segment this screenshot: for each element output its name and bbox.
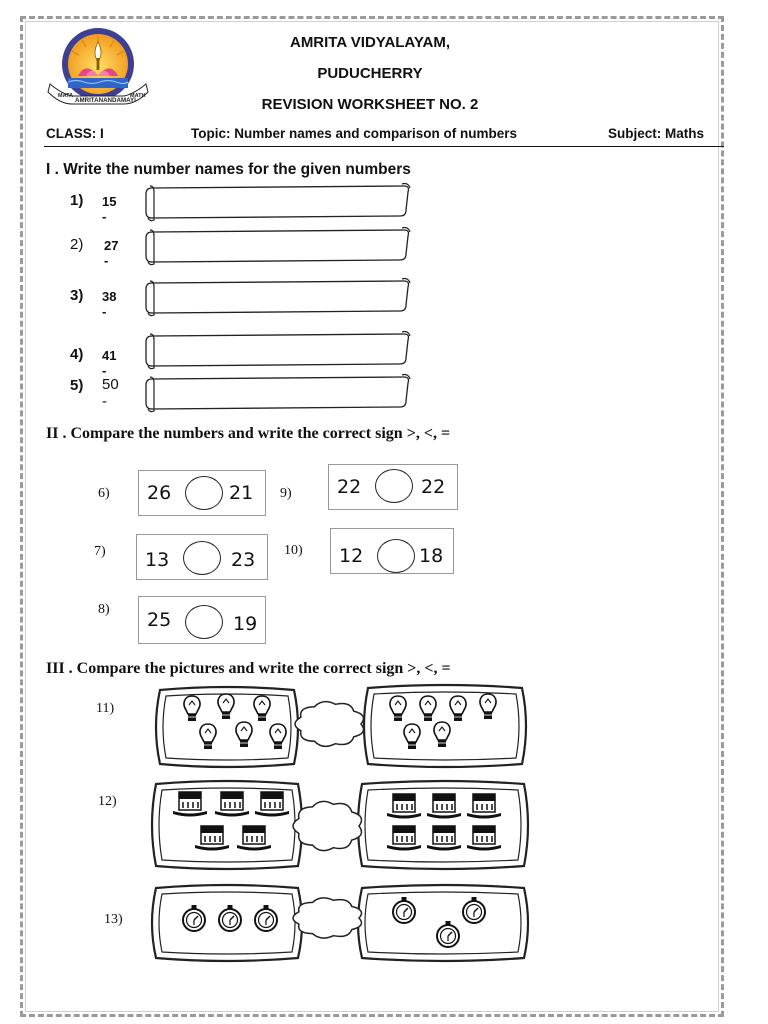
stopwatch-icon (219, 905, 241, 931)
lightbulb-icon (404, 724, 420, 749)
compare-right-number: 21 (229, 482, 254, 504)
picture-compare-12 (146, 776, 534, 874)
compare-left-number: 25 (147, 609, 172, 631)
top-hat-icon (467, 794, 501, 819)
lightbulb-icon (480, 694, 496, 719)
answer-circle[interactable] (375, 469, 413, 503)
picture-compare-11 (150, 680, 530, 772)
top-hat-icon (255, 792, 289, 817)
question-number: 4) (70, 346, 84, 363)
compare-left-number: 22 (337, 476, 362, 498)
section2-title: II . Compare the numbers and write the correct sign >, <, = (46, 425, 451, 442)
lightbulb-icon (218, 694, 234, 719)
question-value: 15 - (102, 194, 117, 224)
answer-circle[interactable] (377, 539, 415, 573)
answer-scroll[interactable] (144, 330, 412, 370)
picture-compare-13 (146, 880, 534, 966)
question-value: 38 - (102, 289, 117, 319)
question-number: 2) (70, 236, 84, 253)
header-divider (44, 146, 724, 147)
compare-label: 10) (284, 543, 303, 558)
lightbulb-icon (270, 724, 286, 749)
school-city: PUDUCHERRY (317, 65, 423, 82)
stopwatch-icon (437, 921, 459, 947)
answer-scroll[interactable] (144, 373, 412, 413)
compare-label: 7) (94, 544, 106, 559)
question-number: 1) (70, 192, 84, 209)
answer-scroll[interactable] (144, 277, 412, 317)
section1-title: I . Write the number names for the given numbers (46, 161, 411, 178)
top-hat-icon (195, 826, 229, 851)
compare-right-number: 22 (421, 476, 446, 498)
logo-center-text: AMRITANANDAMAYI (75, 97, 136, 104)
compare-label: 9) (280, 486, 292, 501)
top-hat-icon (427, 826, 461, 851)
question-number: 5) (70, 377, 84, 394)
lightbulb-icon (254, 696, 270, 721)
compare-left-number: 26 (147, 482, 172, 504)
answer-circle[interactable] (185, 476, 223, 510)
top-hat-icon (173, 792, 207, 817)
answer-cloud[interactable] (293, 801, 362, 850)
compare-label: 6) (98, 486, 110, 501)
lightbulb-icon (236, 722, 252, 747)
compare-box-9 (328, 464, 458, 510)
answer-circle[interactable] (183, 541, 221, 575)
compare-left-number: 12 (339, 545, 364, 567)
top-hat-icon (467, 826, 501, 851)
right-picture-panel (358, 885, 528, 961)
school-logo (42, 24, 154, 110)
subject-label: Subject: Maths (608, 126, 705, 141)
top-hat-icon (237, 826, 271, 851)
top-hat-icon (387, 826, 421, 851)
top-hat-icon (427, 794, 461, 819)
compare-right-number: 19 (233, 613, 258, 635)
question-value: 27 - (104, 238, 119, 268)
lightbulb-icon (420, 696, 436, 721)
compare-label: 8) (98, 602, 110, 617)
logo-left-text: MATA (58, 93, 74, 99)
school-name: AMRITA VIDYALAYAM, (289, 34, 451, 51)
top-hat-icon (215, 792, 249, 817)
compare-box-8 (138, 596, 266, 644)
stopwatch-icon (255, 905, 277, 931)
worksheet-title: REVISION WORKSHEET NO. 2 (261, 96, 479, 113)
stopwatch-icon (463, 897, 485, 923)
picture-question-label: 12) (98, 794, 117, 809)
lightbulb-icon (434, 722, 450, 747)
logo-right-text: MATH (130, 93, 146, 99)
stopwatch-icon (183, 905, 205, 931)
answer-cloud[interactable] (295, 702, 364, 747)
compare-box-10 (330, 528, 454, 574)
section3-title: III . Compare the pictures and write the correct sign >, <, = (46, 660, 451, 677)
top-hat-icon (387, 794, 421, 819)
question-value: 41 - (102, 348, 117, 378)
answer-cloud[interactable] (293, 898, 362, 938)
compare-right-number: 23 (231, 549, 256, 571)
answer-scroll[interactable] (144, 182, 412, 222)
stopwatch-icon (393, 897, 415, 923)
compare-left-number: 13 (145, 549, 170, 571)
lightbulb-icon (390, 696, 406, 721)
compare-box-7 (136, 534, 268, 580)
topic-label: Topic: Number names and comparison of numbers (191, 126, 518, 141)
answer-scroll[interactable] (144, 226, 412, 266)
lightbulb-icon (184, 696, 200, 721)
picture-question-label: 11) (96, 701, 115, 716)
answer-circle[interactable] (185, 605, 223, 639)
compare-box-6 (138, 470, 266, 516)
picture-question-label: 13) (104, 912, 123, 927)
lightbulb-icon (200, 724, 216, 749)
class-label: CLASS: I (46, 126, 104, 141)
question-number: 3) (70, 287, 84, 304)
lightbulb-icon (450, 696, 466, 721)
question-value: 50 - (102, 376, 119, 410)
compare-right-number: 18 (419, 545, 444, 567)
